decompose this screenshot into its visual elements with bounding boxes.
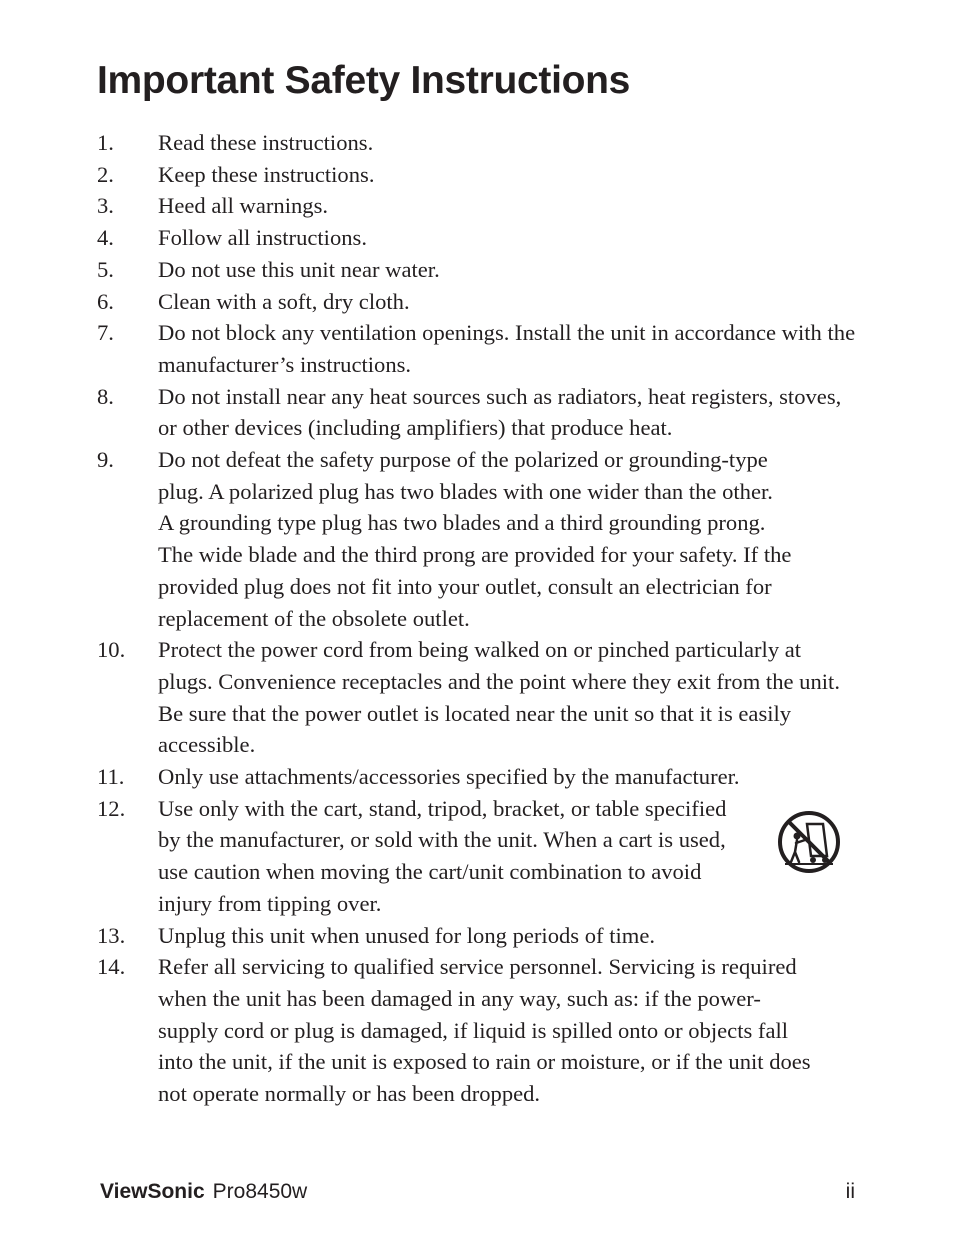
list-item — [97, 793, 857, 920]
item-line: A grounding type plug has two blades and a third grounding prong. — [158, 510, 766, 536]
item-number: 4. — [97, 225, 114, 251]
item-line: injury from tipping over. — [158, 890, 382, 916]
list-item — [97, 127, 857, 159]
item-text: Unplug this unit when unused for long periods of time. — [158, 922, 656, 948]
list-item — [97, 286, 857, 318]
item-line: not operate normally or has been dropped. — [158, 1081, 541, 1107]
item-number: 2. — [97, 161, 114, 187]
cart-tip-over-warning-icon — [777, 810, 841, 874]
list-item — [97, 222, 857, 254]
item-line: plug. A polarized plug has two blades with one wider than the other. — [158, 478, 773, 504]
item-text — [158, 793, 763, 920]
item-text: Do not use this unit near water. — [158, 256, 440, 282]
item-line: Use only with the cart, stand, tripod, bracket, or table specified — [158, 795, 727, 821]
item-line: supply cord or plug is damaged, if liquid is spilled onto or objects fall — [158, 1017, 789, 1043]
item-line: into the unit, if the unit is exposed to rain or moisture, or if the unit does — [158, 1049, 811, 1075]
brand-name: ViewSonic — [100, 1180, 205, 1203]
item-line: use caution when moving the cart/unit combination to avoid — [158, 859, 702, 885]
item-text: Keep these instructions. — [158, 161, 375, 187]
item-text: Do not block any ventilation openings. Install the unit in accordance with the manufacturer’s instructions. — [158, 320, 856, 377]
item-line: by the manufacturer, or sold with the unit. When a cart is used, — [158, 827, 726, 853]
item-number: 1. — [97, 130, 114, 155]
item-line: The wide blade and the third prong are provided for your safety. If the — [158, 542, 792, 568]
item-text: Protect the power cord from being walked on or pinched particularly at plugs. Convenience receptacles and the point where they exit from the unit. Be sure that the power outlet is located near the unit so that it is easily accessible. — [158, 637, 840, 758]
list-item — [97, 920, 857, 952]
list-item — [97, 444, 857, 634]
item-line: Do not defeat the safety purpose of the polarized or grounding-type — [158, 447, 768, 473]
page-footer — [100, 1178, 855, 1206]
item-text — [158, 951, 857, 1110]
list-item — [97, 190, 857, 222]
footer-product — [100, 1178, 307, 1206]
item-number: 11. — [97, 764, 125, 790]
item-line: when the unit has been damaged in any way, such as: if the power- — [158, 985, 761, 1011]
item-number: 7. — [97, 320, 114, 346]
list-item — [97, 317, 857, 380]
item-text: Read these instructions. — [158, 130, 374, 155]
item-number: 14. — [97, 954, 126, 980]
item-number: 10. — [97, 637, 126, 663]
list-item — [97, 159, 857, 191]
item-line: provided plug does not fit into your outlet, consult an electrician for — [158, 573, 772, 599]
safety-instructions-list — [97, 127, 857, 1110]
list-item — [97, 951, 857, 1110]
list-item — [97, 634, 857, 761]
item-line: replacement of the obsolete outlet. — [158, 605, 470, 631]
item-number: 13. — [97, 922, 126, 948]
item-text: Follow all instructions. — [158, 225, 367, 251]
item-number: 12. — [97, 795, 126, 821]
item-number: 5. — [97, 256, 114, 282]
item-text: Do not install near any heat sources such as radiators, heat registers, stoves, or other devices (including amplifiers) that produce heat. — [158, 383, 842, 441]
item-text: Clean with a soft, dry cloth. — [158, 288, 410, 314]
item-text: Only use attachments/accessories specified by the manufacturer. — [158, 764, 740, 790]
list-item — [97, 761, 857, 793]
model-name: Pro8450w — [212, 1180, 308, 1203]
item-number: 8. — [97, 383, 114, 409]
page-number: ii — [845, 1180, 855, 1203]
item-number: 3. — [97, 193, 114, 219]
item-number: 6. — [97, 288, 114, 314]
item-number: 9. — [97, 447, 114, 473]
item-text: Heed all warnings. — [158, 193, 329, 219]
item-line: Refer all servicing to qualified service personnel. Servicing is required — [158, 954, 797, 980]
item-text — [158, 444, 857, 634]
list-item — [97, 381, 857, 444]
page-title: Important Safety Instructions — [97, 59, 631, 102]
list-item — [97, 254, 857, 286]
